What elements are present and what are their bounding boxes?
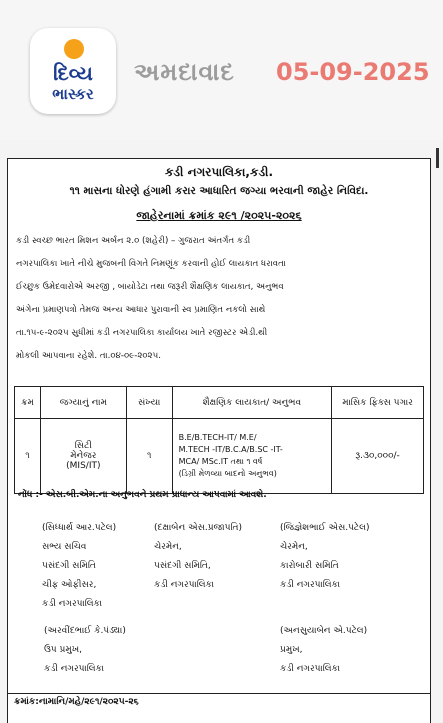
post-line: સિટી — [74, 441, 92, 451]
signatory-name: (સિધ્ધાર્થ આર.પટેલ) — [42, 523, 117, 533]
notice-note: નોંધ :- એસ.બી.એમ.ના અનુભવને પ્રથમ પ્રાધાન્ય આપવામાં આવશે. — [18, 490, 267, 500]
signatory-name: (અનસુયાબેન એ.પટેલ) — [280, 626, 368, 636]
signatory-name: (જિજ્ઞેશભાઈ એસ.પટેલ) — [280, 523, 370, 533]
paragraph-line: નગરપાલિકા ખાતે નીચે મુજબની વિગતે નિમણૂંક કરવાની હોઈ લાયકાત ધરાવતા — [16, 259, 286, 269]
header-salary: માસિક ફિક્સ પગાર — [332, 387, 424, 419]
cell-qualification — [172, 419, 332, 494]
paragraph-line: મોકલી આપવાના રહેશે. તા.૦૪-૦૯-૨૦૨૫. — [16, 351, 161, 361]
signatory-block — [44, 622, 126, 679]
notice-reference-number: ક્રમાંક:નામાનિ/મહે/૨૯૧/૨૦૨૫-૨૬ — [14, 697, 139, 707]
logo-text-line2: ભાસ્કર — [52, 85, 94, 103]
header-post: જગ્યાનું નામ — [40, 387, 126, 419]
signatory-block — [42, 519, 116, 614]
notice-subtitle: ૧૧ માસના ધોરણે હંગામી કરાર આધારિત જગ્યા ભરવાની જાહેર નિવિદા. — [69, 185, 369, 197]
cell-salary: રૂ.૩૦,૦૦૦/- — [332, 419, 424, 494]
signatory-line: કડી નગરપાલિકા — [154, 580, 215, 590]
logo-text-line1: દિવ્ય — [53, 61, 93, 85]
header-qualification: શૈક્ષણિક લાયકાત/ અનુભવ — [172, 387, 332, 419]
paragraph-line: ઈચ્છુક ઉમેદવારોએ અરજી , બાયોડેટા તથા જરૂરી શૈક્ષણિક લાયકાત, અનુભવ — [16, 282, 284, 292]
qualification-line: B.E/B.TECH-IT/ M.E/ — [178, 433, 257, 442]
signatory-line: કડી નગરપાલિકા — [42, 599, 103, 609]
app-header — [0, 0, 443, 140]
qualification-line: (ડિગ્રી મેળવ્યા બાદનો અનુભવ) — [178, 469, 277, 478]
cell-serial: ૧ — [15, 419, 41, 494]
qualification-line: MCA/ MSc.IT તથા ૧ વર્ષ — [178, 457, 263, 466]
header-count: સંખ્યા — [126, 387, 172, 419]
signatory-line: ચેરમેન, — [280, 542, 308, 552]
paragraph-line: તા.૧૫-૯-૨૦૨૫ સુધીમાં કડી નગરપાલિકા કાર્યાલય ખાતે રજીસ્ટર એડી.થી — [16, 328, 268, 338]
header-serial: ક્રમ — [15, 387, 41, 419]
signatory-block — [280, 519, 370, 595]
cell-count: ૧ — [126, 419, 172, 494]
signatory-block — [280, 622, 367, 679]
table-header-row — [15, 387, 424, 419]
signatory-line: પસંદગી સમિતિ — [42, 561, 96, 571]
signatory-line: ચીફ ઓફીસર, — [42, 580, 97, 590]
qualification-line: M.TECH -IT/B.C.A/B.SC -IT- — [178, 445, 283, 454]
signatory-block — [154, 519, 242, 595]
divya-bhaskar-logo[interactable] — [30, 28, 116, 114]
post-line: મેનેજર — [70, 451, 97, 461]
signatory-line: કડી નગરપાલિકા — [280, 580, 341, 590]
signatory-line: પ્રમુખ, — [280, 645, 303, 655]
paragraph-line: અંગેના પ્રમાણપત્રો તેમજ અન્ય આધાર પુરાવાની સ્વ પ્રમાણિત નકલો સાથે — [16, 305, 266, 315]
signatory-line: ચેરમેન, — [154, 542, 182, 552]
signatory-line: કડી નગરપાલિકા — [280, 664, 341, 674]
post-line: (MIS/IT) — [66, 461, 101, 471]
signatory-line: પસંદગી સમિતિ, — [154, 561, 211, 571]
notice-clipping — [7, 158, 431, 723]
signatory-name: (અરવીંદભાઈ કે.પંડ્યા) — [44, 626, 126, 636]
sun-icon — [64, 39, 84, 59]
signatory-line: ઉપ પ્રમુખ, — [44, 645, 82, 655]
signatory-name: (દક્ષાબેન એસ.પ્રજાપતિ) — [154, 523, 243, 533]
adjacent-clipping-edge — [436, 148, 439, 168]
divider — [8, 693, 430, 694]
cell-post — [40, 419, 126, 494]
table-row — [15, 419, 424, 494]
signatory-line: સભ્ય સચિવ — [42, 542, 87, 552]
edition-city: અમદાવાદ — [134, 58, 235, 86]
signatory-line: કડી નગરપાલિકા — [44, 664, 105, 674]
signatory-line: કારોબારી સમિતિ — [280, 561, 339, 571]
edition-date: 05-09-2025 — [276, 58, 430, 86]
notice-number: જાહેરનામાં ક્રમાંક ૨૯૧ /૨૦૨૫-૨૦૨૬ — [136, 209, 302, 222]
paragraph-line: કડી સ્વચ્છ ભારત મિશન અર્બન ૨.૦ (શહેરી) – ગુજરાત અંતર્ગત કડી — [16, 236, 251, 246]
notice-title: કડી નગરપાલિકા,કડી. — [164, 165, 274, 179]
vacancy-table — [14, 386, 424, 494]
